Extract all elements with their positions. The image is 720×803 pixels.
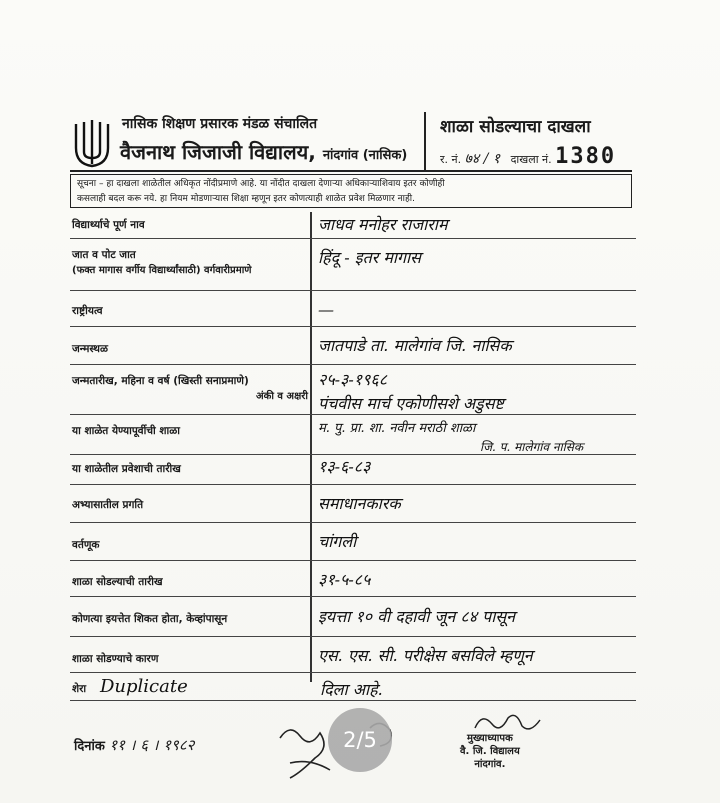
notice-line-2: कसलाही बदल करू नये. हा नियम मोडणाऱ्यास शिक्षा म्हणून इतर कोणत्याही शाळेत प्रवेश मिळणार नाही. <box>77 194 415 204</box>
value-leaving-reason: एस. एस. सी. परीक्षेस बसविले म्हणून <box>318 646 533 665</box>
label-leaving-date: शाळा सोडल्याची तारीख <box>72 576 163 588</box>
signer-place: नांदगांव. <box>474 759 506 770</box>
row-line <box>70 484 636 485</box>
row-line <box>70 522 636 523</box>
signer-school: वै. जि. विद्यालय <box>460 746 520 757</box>
notice-line-1: सूचना – हा दाखला शाळेतील अधिकृत नोंदीप्रमाणे आहे. या नोंदीत दाखला देणाऱ्या अधिकाऱ्याशिवाय इतर कोणीही <box>77 179 445 189</box>
school-emblem-icon <box>72 118 112 170</box>
school-name-text: वैजनाथ जिजाजी विद्यालय, <box>120 140 316 164</box>
table-column-divider <box>310 212 312 682</box>
reg-value: ७४ / १ <box>464 151 501 167</box>
value-full-name: जाधव मनोहर राजाराम <box>318 215 448 234</box>
value-standard: इयत्ता १० वी दहावी जून ८४ पासून <box>318 607 516 626</box>
date-value: ११ । ६ । १९८२ <box>109 736 195 754</box>
label-standard: कोणत्या इयत्तेत शिकत होता, केव्हांपासून <box>72 613 228 625</box>
value-nationality: — <box>318 300 334 319</box>
value-remarks-2: दिला आहे. <box>320 680 383 699</box>
label-remarks: शेरा <box>72 683 87 695</box>
certificate-numbers <box>440 144 616 169</box>
label-conduct: वर्तणूक <box>72 539 100 551</box>
row-line <box>70 700 636 701</box>
certificate-title: शाळा सोडल्याचा दाखला <box>440 117 591 137</box>
notice-box <box>70 174 632 208</box>
row-line <box>70 238 636 239</box>
value-birthdate: २५-३-१९६८ <box>318 370 388 389</box>
cert-no-value: 1380 <box>555 144 617 169</box>
label-birthplace: जन्मस्थळ <box>72 343 108 355</box>
row-line <box>70 636 636 637</box>
value-admission-date: १३-६-८३ <box>318 457 371 476</box>
organization-name: नासिक शिक्षण प्रसारक मंडळ संचालित <box>122 116 318 132</box>
row-line <box>70 414 636 415</box>
label-birthdate: जन्मतारीख, महिना व वर्ष (खिस्ती सनाप्रमाणे) <box>72 375 249 387</box>
footer-date <box>74 735 194 755</box>
value-caste: हिंदू - इतर मागास <box>318 248 422 267</box>
value-remarks: Duplicate <box>100 676 188 697</box>
label-full-name: विद्यार्थ्याचे पूर्ण नाव <box>72 219 145 231</box>
reg-label: र. नं. <box>440 153 462 166</box>
value-birthdate-words: पंचवीस मार्च एकोणीसशे अडुसष्ट <box>318 394 504 413</box>
signer-title: मुख्याध्यापक <box>467 733 513 744</box>
value-conduct: चांगली <box>318 532 357 551</box>
row-line <box>70 596 636 597</box>
row-line <box>70 326 636 327</box>
row-line <box>70 290 636 291</box>
label-previous-school: या शाळेत येण्यापूर्वीची शाळा <box>72 425 180 437</box>
value-progress: समाधानकारक <box>318 494 401 513</box>
row-line <box>70 560 636 561</box>
row-line <box>70 364 636 365</box>
signer-block <box>460 732 520 771</box>
label-leaving-reason: शाळा सोडण्याचे कारण <box>72 653 159 665</box>
school-place: नांदगांव (नासिक) <box>322 148 408 163</box>
label-caste-sub: (फक्त मागास वर्गीय विद्यार्थ्यांसाठी) वर्गवारीप्रमाणे <box>72 265 252 276</box>
label-nationality: राष्ट्रीयत्व <box>72 305 103 317</box>
row-line <box>70 672 636 673</box>
header-divider <box>424 112 426 172</box>
label-admission-date: या शाळेतील प्रवेशाची तारीख <box>72 463 181 475</box>
label-progress: अभ्यासातील प्रगति <box>72 499 144 511</box>
label-birthdate-sub: अंकी व अक्षरी <box>256 391 308 402</box>
label-caste: जात व पोट जात <box>72 249 136 261</box>
cert-no-label: दाखला नं. <box>510 153 552 166</box>
value-birthplace: जातपाडे ता. मालेगांव जि. नासिक <box>318 336 512 355</box>
value-previous-school: म. पु. प्रा. शा. नवीन मराठी शाळा <box>318 421 476 436</box>
school-name <box>120 138 407 165</box>
value-leaving-date: ३१-५-८५ <box>318 570 371 589</box>
page-indicator-badge[interactable]: 2/5 <box>328 708 392 772</box>
date-label: दिनांक <box>74 739 105 754</box>
value-previous-school-2: जि. प. मालेगांव नासिक <box>480 440 584 454</box>
header-rule <box>70 170 632 172</box>
